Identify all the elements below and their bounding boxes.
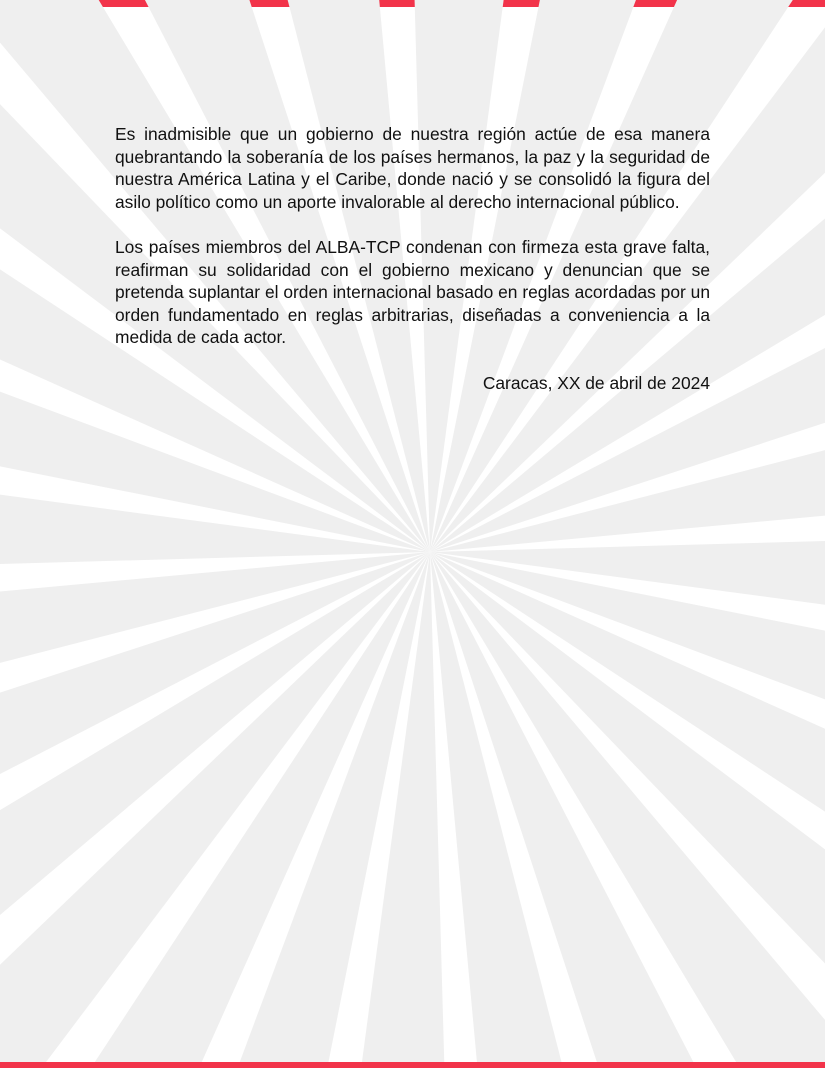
paragraph-condemnation: Los países miembros del ALBA-TCP condenan con firmeza esta grave falta, reafirman su solidaridad con el gobierno mexicano y denuncian que se pretenda suplantar el orden internacional basado en reglas acordadas por un orden fundamentado en reglas arbitrarias, diseñadas a conveniencia a la medida de cada actor. xyxy=(115,236,710,348)
bottom-accent-bar xyxy=(0,1062,825,1068)
document-body xyxy=(115,123,710,394)
place-date-signature: Caracas, XX de abril de 2024 xyxy=(482,372,710,393)
paragraph-asylum: Es inadmisible que un gobierno de nuestra región actúe de esa manera quebrantando la soberanía de los países hermanos, la paz y la seguridad de nuestra América Latina y el Caribe, donde nació y se consolidó la figura del asilo político como un aporte invalorable al derecho internacional público. xyxy=(115,124,710,212)
